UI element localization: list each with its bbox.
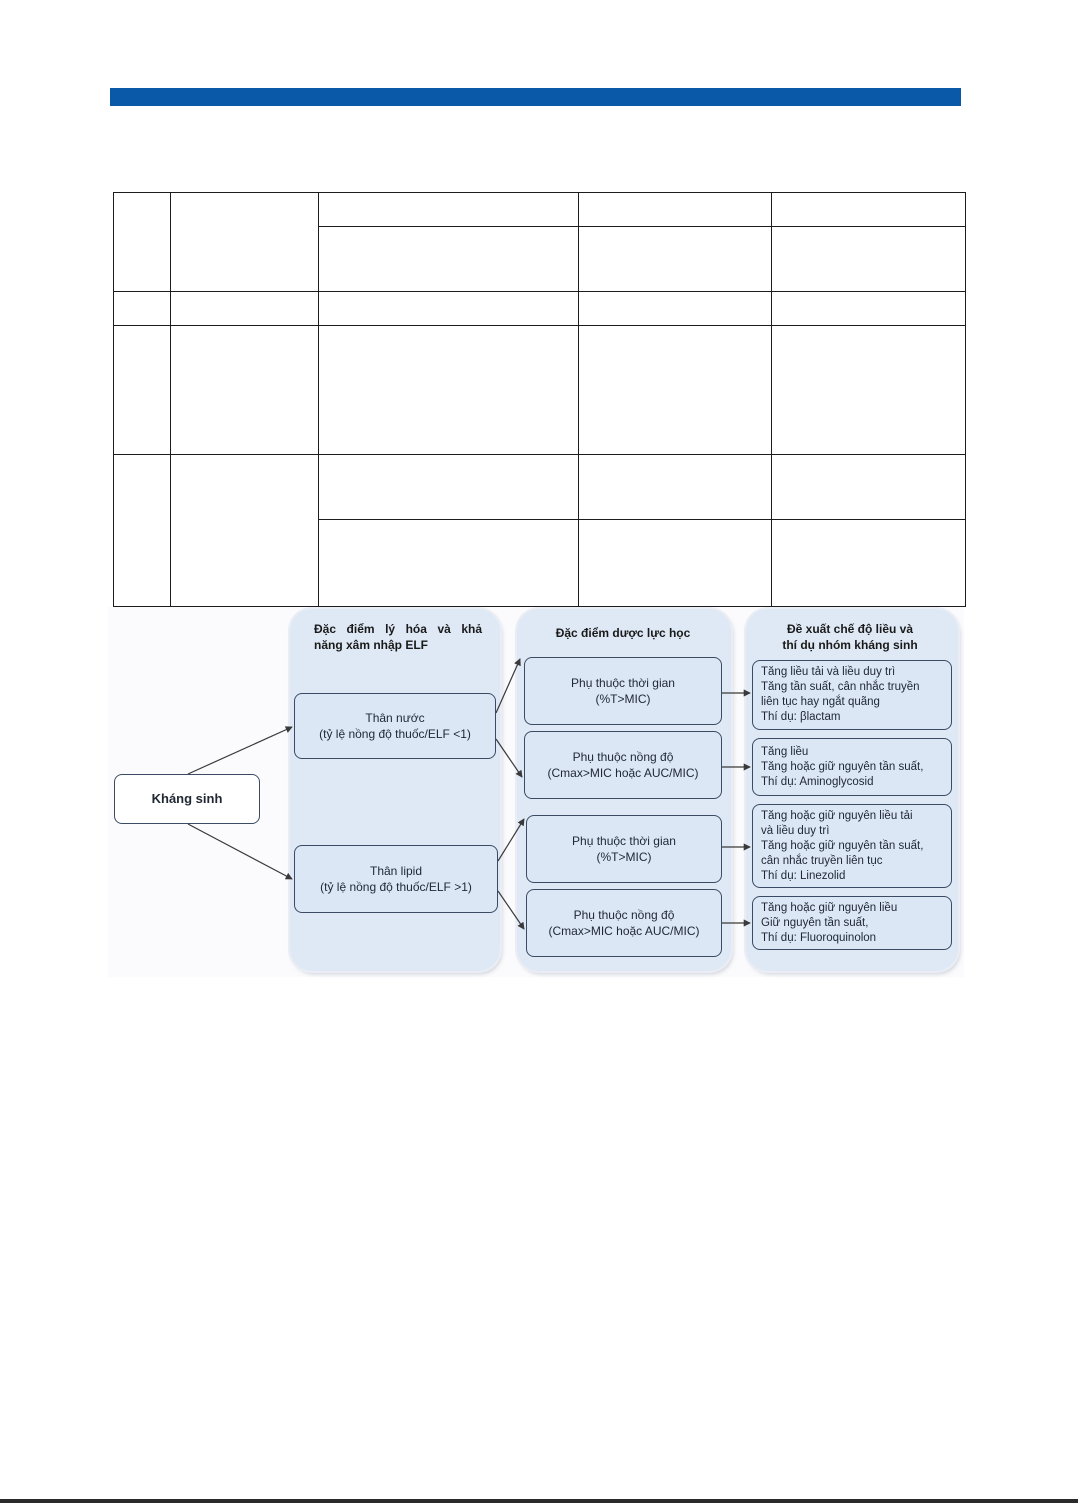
- dosing-node-3: Tăng hoặc giữ nguyên liều tải và liều duy trì Tăng hoặc giữ nguyên tần suất, cân nhắc truyền liên tục Thí dụ: Linezolid: [752, 804, 952, 888]
- column-header-pharmacodynamic: Đặc điểm dược lực học: [555, 626, 691, 640]
- table-cell: [772, 292, 966, 326]
- column-header-physicochemical: Đặc điểm lý hóa và khả năng xâm nhập ELF: [314, 622, 482, 652]
- table-cell: [114, 455, 171, 607]
- table-cell: [319, 520, 579, 607]
- table-cell: [171, 292, 319, 326]
- concentration-dependent-node-2: Phụ thuộc nồng độ (Cmax>MIC hoặc AUC/MIC): [526, 889, 722, 957]
- table-cell: [319, 227, 579, 292]
- dosing-node-2: Tăng liều Tăng hoặc giữ nguyên tần suất, Thí dụ: Aminoglycosid: [752, 738, 952, 796]
- table-cell: [579, 193, 772, 227]
- data-table: [113, 192, 966, 607]
- page-bottom-border: [0, 1499, 1078, 1503]
- antibiotic-flow-diagram: [108, 607, 964, 977]
- table-cell: [579, 227, 772, 292]
- time-dependent-node-1: Phụ thuộc thời gian (%T>MIC): [524, 657, 722, 725]
- table-cell: [772, 520, 966, 607]
- table-cell: [319, 193, 579, 227]
- table-cell: [319, 292, 579, 326]
- hydrophilic-node: Thân nước (tỷ lệ nồng độ thuốc/ELF <1): [294, 693, 496, 759]
- concentration-dependent-node-1: Phụ thuộc nồng độ (Cmax>MIC hoặc AUC/MIC): [524, 731, 722, 799]
- table-cell: [579, 326, 772, 455]
- table-cell: [114, 193, 171, 292]
- antibiotic-root-node: Kháng sinh: [114, 774, 260, 824]
- table-row: [114, 326, 966, 455]
- header-bar: [110, 88, 961, 106]
- table-cell: [579, 520, 772, 607]
- column-header-dosing: Đề xuất chế độ liều và thí dụ nhóm kháng sinh: [782, 622, 918, 652]
- table-cell: [772, 455, 966, 520]
- table-cell: [772, 227, 966, 292]
- dosing-node-1: Tăng liều tải và liều duy trì Tăng tần suất, cân nhắc truyền liên tục hay ngắt quãng Thí dụ: βlactam: [752, 660, 952, 730]
- table-cell: [772, 193, 966, 227]
- table-cell: [171, 193, 319, 292]
- table-cell: [319, 326, 579, 455]
- table-cell: [114, 292, 171, 326]
- time-dependent-node-2: Phụ thuộc thời gian (%T>MIC): [526, 815, 722, 883]
- lipophilic-node: Thân lipid (tỷ lệ nồng độ thuốc/ELF >1): [294, 845, 498, 913]
- table-row: [114, 292, 966, 326]
- table-cell: [171, 326, 319, 455]
- table-cell: [579, 292, 772, 326]
- table-cell: [319, 455, 579, 520]
- table-cell: [579, 455, 772, 520]
- table-row: [114, 455, 966, 520]
- table-cell: [772, 326, 966, 455]
- table-cell: [114, 326, 171, 455]
- dosing-node-4: Tăng hoặc giữ nguyên liều Giữ nguyên tần suất, Thí dụ: Fluoroquinolon: [752, 896, 952, 950]
- table-cell: [171, 455, 319, 607]
- table-row: [114, 193, 966, 227]
